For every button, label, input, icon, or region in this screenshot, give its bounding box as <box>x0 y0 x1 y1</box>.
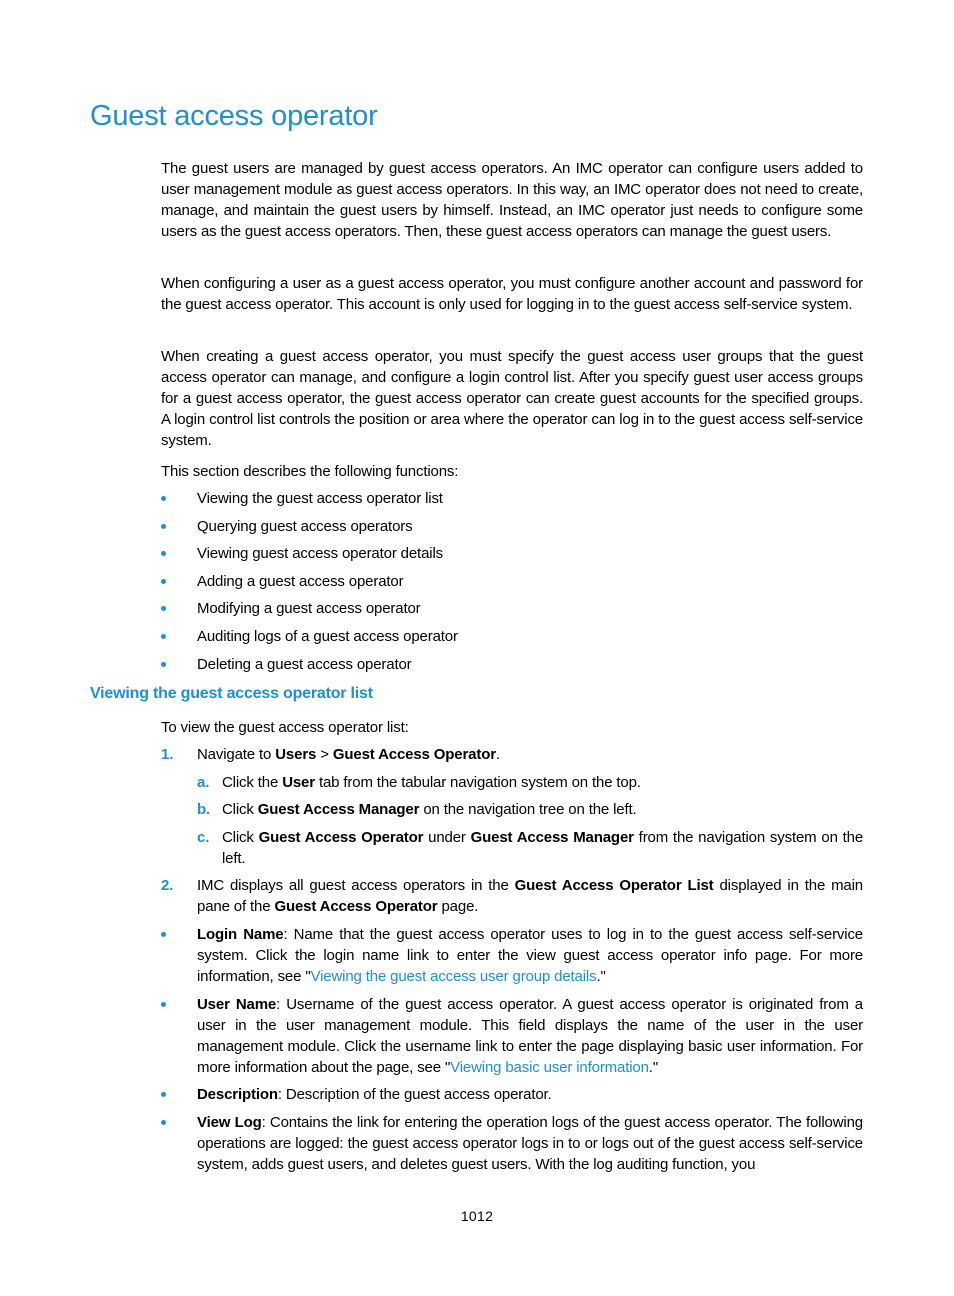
intro-paragraph-3: When creating a guest access operator, you must specify the guest access user groups that the guest access operator can manage, and configure a login control list. After you specify guest user access groups for a guest access operator, the guest access operator can create guest accounts for the specified groups. A login control list controls the position or area where the operator can log in to the guest access self-service system. <box>161 348 863 449</box>
link-view-basic-user-info[interactable]: Viewing basic user information <box>450 1059 649 1076</box>
intro-paragraph-1: The guest users are managed by guest access operators. An IMC operator can configure users added to user management module as guest access operators. In this way, an IMC operator does not need to create, manage, and maintain the guest users by himself. Instead, an IMC operator just needs to configure some users as the guest access operators. Then, these guest access operators can manage the guest users. <box>161 160 863 240</box>
bullet-icon <box>161 524 166 529</box>
list-item: Querying guest access operators <box>161 516 863 544</box>
bullet-icon <box>161 1092 166 1097</box>
document-page: Guest access operator The guest users are managed by guest access operators. An IMC operator can configure users added to user management module as guest access operators. In this way, an IMC operator does not need to create, manage, and maintain the guest users by himself. Instead, an IMC operator just needs to configure some users as the guest access operators. Then, these guest access operators can manage the guest users. When configuring a user as a guest access operator, you must configure another account and password for the guest access operator. This account is only used for logging in to the guest access self-service system. When creating a guest access operator, you must specify the guest access user groups that the guest access operator can manage, and configure a login control list. After you specify guest user access groups for a guest access operator, the guest access operator can create guest accounts for the specified groups. A login control list controls the position or area where the operator can log in to the guest access self-service system. This section describes the following functions: Viewing the guest access operator list Querying guest access operators Viewing guest access operator details Adding a guest access operator Modifying a guest access operator Auditing logs of a guest access operator Deleting a guest access operator Viewing the guest access operator list To view the guest access operator list: 1. Navigate to Users > Guest Access Operator. a. Click the User tab from the tabular navigation system on the top. b. Click Guest Access Manager on the navigation tree on the left. c. Click Guest Access Operator under Guest Access Manager from the navigation system on the left. 2. IMC displays all guest access operators in the Guest Access Operator List displayed in the main pane of the Guest Access Operator page. Login Name: Name that the guest access operator uses to log in to the guest access self-service system. Click the login name link to enter the view guest access operator info page. For more information, see "Viewing the guest access user group details." User Name: Username of the guest access operator. A guest access operator is originated from a user in the user management module. This field displays the name of the user in the user management module. Click the username link to enter the page displaying basic user information. For more information about the page, see "Viewing basic user information." Description: Description of the guest access operator. View Log: Contains the link for entering the operation logs of the guest access operator. The following operations are logged: the guest access operator logs in to or logs out of the guest access self-service system, adds guest users, and deletes guest users. With the log auditing function, you 1012 <box>0 0 954 1296</box>
link-view-group-details[interactable]: Viewing the guest access user group details <box>310 968 597 985</box>
page-number: 1012 <box>460 1208 494 1224</box>
step-number: 1. <box>161 746 174 763</box>
bullet-icon <box>161 1002 166 1007</box>
step-number: b. <box>197 801 211 818</box>
list-item: Viewing guest access operator details <box>161 543 863 571</box>
intro-paragraph-2: When configuring a user as a guest access operator, you must configure another account and password for the guest access operator. This account is only used for logging in to the guest access self-service system. <box>161 275 863 313</box>
bullet-icon <box>161 496 166 501</box>
list-item: Adding a guest access operator <box>161 571 863 599</box>
step-number: c. <box>197 829 210 846</box>
function-list <box>161 488 863 681</box>
bullet-icon <box>161 606 166 611</box>
section-intro: To view the guest access operator list: <box>161 719 409 736</box>
field-view-log: View Log: Contains the link for entering the operation logs of the guest access operator. The following operations are logged: the guest access operator logs in to or logs out of the guest access self-service system, adds guest users, and deletes guest users. With the log auditing function, you <box>161 1112 863 1175</box>
list-item: Auditing logs of a guest access operator <box>161 626 863 654</box>
field-description: Description: Description of the guest access operator. <box>161 1084 863 1105</box>
field-user-name: User Name: Username of the guest access operator. A guest access operator is originated from a user in the user management module. This field displays the name of the user in the user management module. Click the username link to enter the page displaying basic user information. For more information about the page, see "Viewing basic user information." <box>161 994 863 1078</box>
step-number: 2. <box>161 877 174 894</box>
step-number: a. <box>197 774 210 791</box>
list-item: Viewing the guest access operator list <box>161 488 863 516</box>
list-item: Deleting a guest access operator <box>161 654 863 682</box>
bullet-icon <box>161 932 166 937</box>
bullet-icon <box>161 1120 166 1125</box>
bullet-icon <box>161 662 166 667</box>
page-title: Guest access operator <box>90 100 378 132</box>
section-heading: Viewing the guest access operator list <box>90 685 373 702</box>
bullet-icon <box>161 551 166 556</box>
field-login-name: Login Name: Name that the guest access operator uses to log in to the guest access self-service system. Click the login name link to enter the view guest access operator info page. For more information, see "Viewing the guest access user group details." <box>161 924 863 987</box>
bullet-icon <box>161 634 166 639</box>
bullet-icon <box>161 579 166 584</box>
list-item: Modifying a guest access operator <box>161 598 863 626</box>
intro-paragraph-4: This section describes the following functions: <box>161 463 459 480</box>
